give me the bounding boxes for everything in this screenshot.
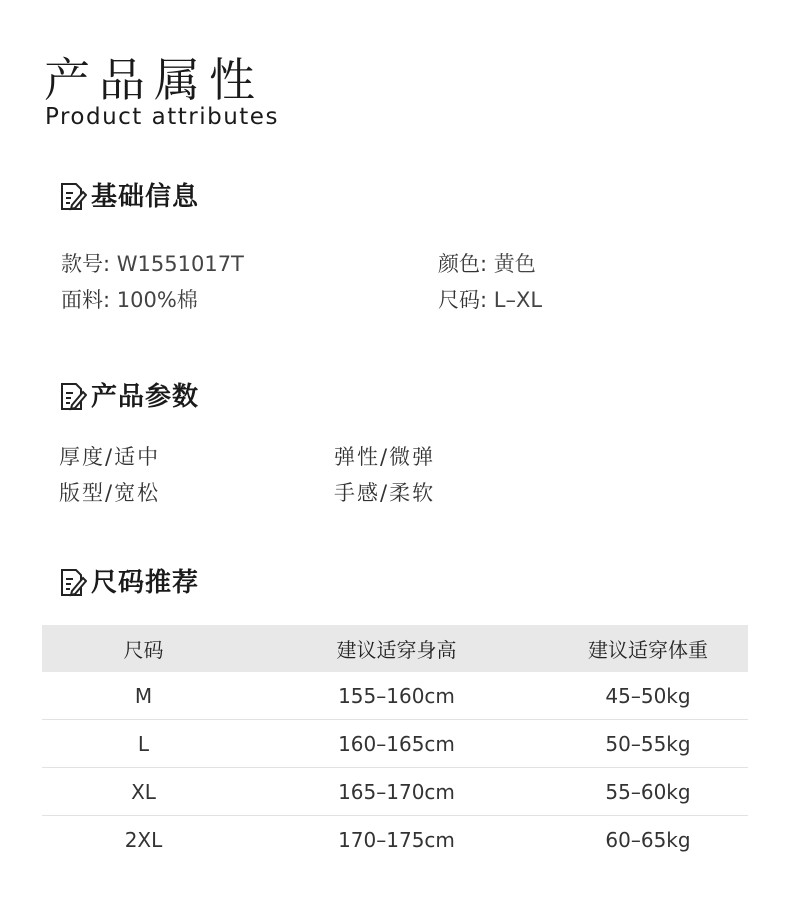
info-value: 100%棉: [116, 288, 198, 312]
table-row: [42, 672, 748, 720]
info-item-size: [438, 286, 542, 314]
param-fit: 版型/宽松: [59, 481, 161, 505]
cell-size: XL: [131, 779, 156, 804]
cell-size: L: [137, 731, 150, 756]
info-label: 款号:: [61, 252, 111, 276]
param-elasticity: 弹性/微弹: [334, 445, 436, 469]
edit-note-icon: [59, 568, 87, 598]
cell-height: 170–175cm: [338, 828, 455, 852]
cell-weight: 45–50kg: [605, 683, 691, 708]
info-item-style-no: [61, 250, 244, 278]
column-header-size: 尺码: [123, 638, 164, 662]
cell-height: 160–165cm: [338, 731, 455, 756]
table-header: [42, 625, 748, 672]
page-subtitle: Product attributes: [45, 104, 279, 130]
info-value: 黄色: [493, 252, 536, 276]
cell-size: M: [134, 683, 153, 708]
column-header-height: 建议适穿身高: [336, 638, 457, 662]
table-row: [42, 816, 748, 864]
size-table: [42, 625, 748, 864]
cell-weight: 55–60kg: [605, 779, 691, 804]
info-label: 颜色:: [438, 252, 488, 276]
info-item-color: [438, 250, 536, 278]
parameters-heading: [59, 380, 199, 414]
cell-height: 165–170cm: [338, 779, 455, 804]
column-header-weight: 建议适穿体重: [588, 638, 708, 662]
param-feel: 手感/柔软: [334, 481, 436, 505]
info-label: 面料:: [61, 288, 111, 312]
cell-size: 2XL: [124, 828, 163, 852]
table-row: [42, 768, 748, 816]
info-value: W1551017T: [116, 252, 244, 276]
cell-weight: 50–55kg: [605, 731, 691, 756]
cell-weight: 60–65kg: [605, 828, 691, 852]
size-heading: [59, 566, 199, 600]
param-thickness: 厚度/适中: [59, 445, 161, 469]
info-value: L–XL: [493, 288, 543, 312]
size-title: 尺码推荐: [91, 568, 200, 598]
cell-height: 155–160cm: [338, 683, 455, 708]
info-item-fabric: [61, 286, 198, 314]
edit-note-icon: [59, 382, 87, 412]
page-title: 产品属性: [44, 53, 264, 107]
basic-info-title: 基础信息: [91, 182, 200, 212]
table-row: [42, 720, 748, 768]
parameters-title: 产品参数: [91, 382, 200, 412]
basic-info-heading: [59, 180, 199, 214]
edit-note-icon: [59, 182, 87, 212]
info-label: 尺码:: [438, 288, 488, 312]
